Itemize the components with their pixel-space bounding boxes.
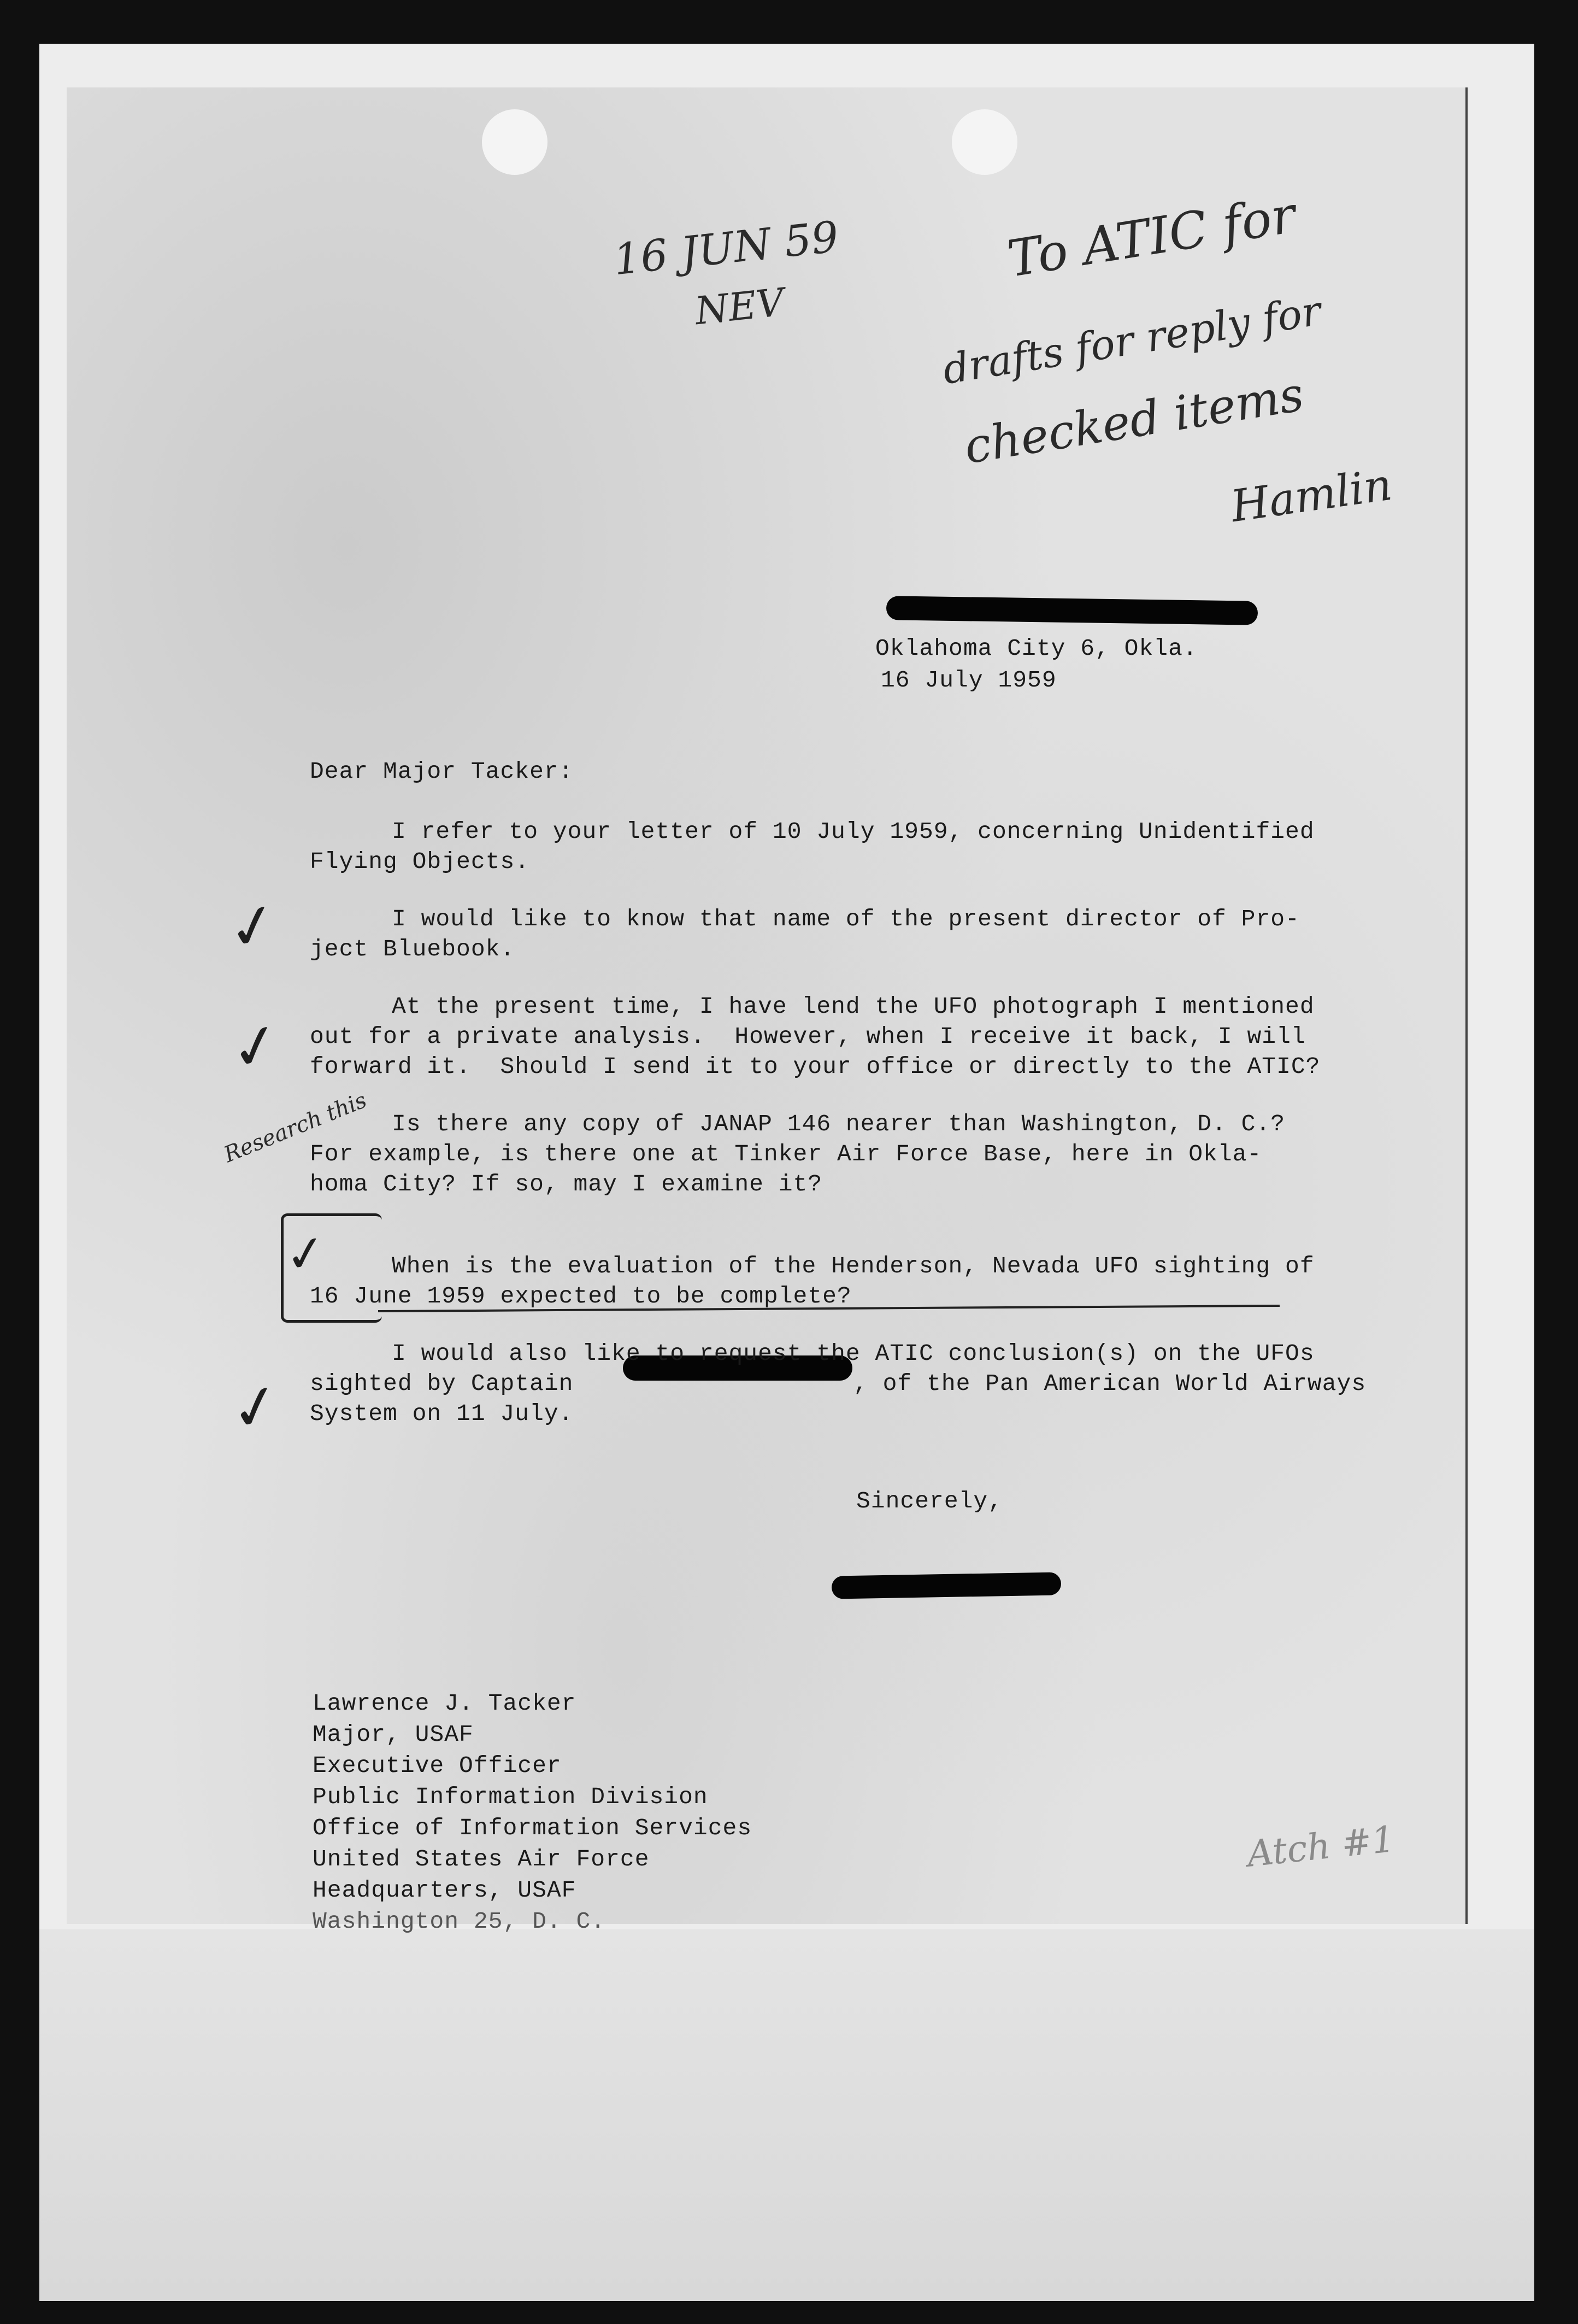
recipient-line-7: Headquarters, USAF: [313, 1877, 576, 1904]
paragraph-4-line-1: Is there any copy of JANAP 146 nearer than Washington, D. C.?: [392, 1111, 1286, 1137]
paragraph-4-line-2: For example, is there one at Tinker Air Force Base, here in Okla-: [310, 1141, 1262, 1167]
sender-address: Oklahoma City 6, Okla.: [875, 635, 1198, 662]
letter-date: 16 July 1959: [881, 667, 1057, 694]
handwritten-note-line2: drafts for reply for: [939, 287, 1324, 394]
letter-sheet: [67, 87, 1468, 1935]
paragraph-6-line-2b: , of the Pan American World Airways: [853, 1370, 1367, 1397]
paragraph-4-line-3: homa City? If so, may I examine it?: [310, 1171, 823, 1198]
punch-hole-right: [952, 109, 1017, 175]
paragraph-6-line-1: I would also like to request the ATIC conclusion(s) on the UFOs: [392, 1340, 1315, 1367]
paragraph-1-line-2: Flying Objects.: [310, 848, 530, 875]
handwritten-date-stamp: 16 JUN 59: [611, 212, 841, 285]
recipient-line-8: Washington 25, D. C.: [313, 1908, 606, 1935]
paragraph-3-line-2: out for a private analysis. However, when I receive it back, I will: [310, 1023, 1306, 1050]
recipient-line-2: Major, USAF: [313, 1721, 474, 1748]
paragraph-6-line-3: System on 11 July.: [310, 1400, 574, 1427]
checkmark-4: ✓: [223, 1368, 288, 1447]
handwritten-note-line1: To ATIC for: [1003, 185, 1300, 289]
redacted-sender-name: [886, 596, 1258, 625]
recipient-line-5: Office of Information Services: [313, 1815, 752, 1841]
checkmark-1: ✓: [221, 887, 285, 966]
paragraph-1-line-1: I refer to your letter of 10 July 1959, concerning Unidentified: [392, 818, 1315, 845]
paragraph-2-line-2: ject Bluebook.: [310, 936, 515, 963]
handwritten-note-line3: checked items: [961, 367, 1308, 475]
checkmark-2: ✓: [223, 1007, 288, 1087]
handwritten-footer-mark: Atch #1: [1245, 1818, 1397, 1875]
redacted-signature: [832, 1572, 1062, 1599]
paragraph-5-line-2: 16 June 1959 expected to be complete?: [310, 1283, 852, 1310]
paragraph-6-line-2a: sighted by Captain: [310, 1370, 574, 1397]
document-page: [39, 44, 1534, 1935]
closing: Sincerely,: [856, 1488, 1003, 1515]
handwritten-margin-note: Research this: [220, 1087, 370, 1168]
paragraph-3-line-3: forward it. Should I send it to your office or directly to the ATIC?: [310, 1053, 1321, 1080]
salutation: Dear Major Tacker:: [310, 758, 574, 785]
paragraph-2-line-1: I would like to know that name of the present director of Pro-: [392, 906, 1300, 932]
checkmark-3: ✓: [281, 1223, 331, 1286]
handwritten-note-signature: Hamlin: [1227, 459, 1396, 532]
paragraph-5-line-1: When is the evaluation of the Henderson, Nevada UFO sighting of: [392, 1253, 1315, 1280]
handwritten-initials: NEV: [693, 279, 786, 334]
paragraph-3-line-1: At the present time, I have lend the UFO photograph I mentioned: [392, 993, 1315, 1020]
recipient-line-3: Executive Officer: [313, 1752, 562, 1779]
mount-board: [39, 1929, 1534, 2301]
recipient-line-1: Lawrence J. Tacker: [313, 1690, 576, 1717]
recipient-line-6: United States Air Force: [313, 1846, 650, 1873]
recipient-line-4: Public Information Division: [313, 1783, 708, 1810]
punch-hole-left: [482, 109, 547, 175]
